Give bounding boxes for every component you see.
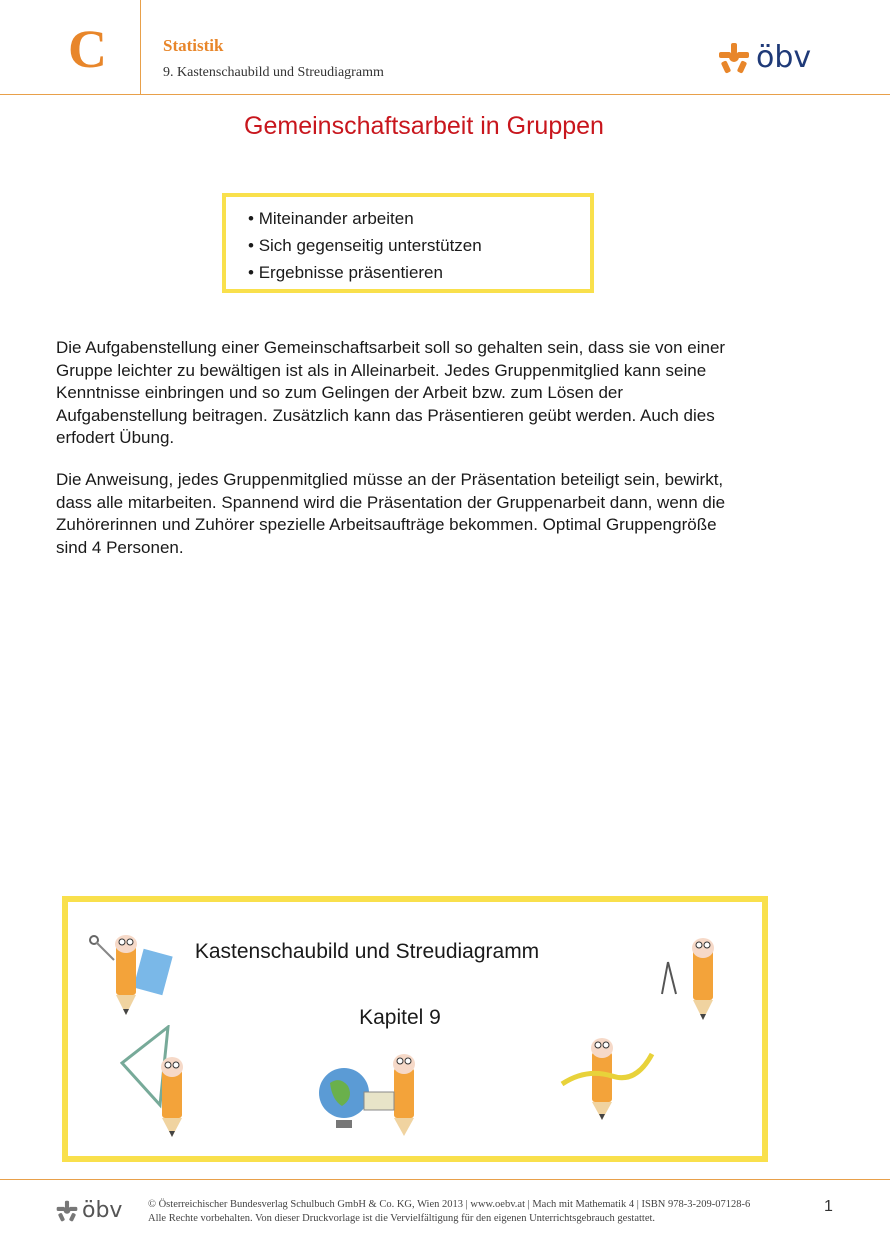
list-item: • Ergebnisse präsentieren (248, 259, 590, 286)
footer-rule (0, 1179, 890, 1180)
header-divider (140, 0, 141, 94)
footer-line-1: © Österreichischer Bundesverlag Schulbuch GmbH & Co. KG, Wien 2013 | www.oebv.at | Mach mit Mathematik 4 | ISBN 978-3-209-07128-6 (148, 1199, 751, 1210)
list-item: • Miteinander arbeiten (248, 205, 590, 232)
publisher-logo (718, 40, 811, 75)
star-icon (56, 1200, 78, 1222)
footer-logo (56, 1198, 122, 1223)
footer-logo-text: öbv (82, 1198, 123, 1223)
subject-title: Statistik (163, 36, 224, 55)
page-title: Gemeinschaftsarbeit in Gruppen (244, 112, 604, 140)
page-number: 1 (824, 1198, 833, 1215)
pencil-compass-icon (658, 932, 738, 1024)
footer-copyright (148, 1198, 750, 1226)
star-icon (718, 42, 750, 74)
pencil-tape-measure-icon (556, 1032, 666, 1124)
pencil-scissors-icon (86, 930, 186, 1020)
pencil-triangle-icon (120, 1025, 210, 1140)
bullet-box (222, 193, 594, 293)
footer-line-2: Alle Rechte vorbehalten. Von dieser Druckvorlage ist die Vervielfältigung für den eigenen Unterrichtsgebrauch gestattet. (148, 1213, 656, 1224)
chapter-subtitle: 9. Kastenschaubild und Streudiagramm (163, 65, 384, 80)
pencil-globe-icon (316, 1048, 426, 1138)
paragraph: Die Aufgabenstellung einer Gemeinschaftsarbeit soll so gehalten sein, dass sie von einer Gruppe leichter zu bewältigen ist als in Alleinarbeit. Jedes Gruppenmitglied kann seine Kenntnisse einbringen und so zum Gelingen der Arbeit bzw. zum Lösen der Aufgabenstellung beitragen. Zusätzlich kann das Präsentieren geübt werden. Auch dies erfodert Übung. (56, 338, 726, 448)
logo-text: öbv (756, 40, 812, 75)
paragraph: Die Anweisung, jedes Gruppenmitglied müsse an der Präsentation beteiligt sein, bewirkt, dass alle mitarbeiten. Spannend wird die Präsentation der Gruppenarbeit dann, wenn die Zuhörerinnen und Zuhörer spezielle Arbeitsaufträge bekommen. Optimal Gruppengröße sind 4 Personen. (56, 470, 726, 557)
bullet-list (226, 197, 590, 286)
section-letter: C (68, 19, 107, 79)
list-item: • Sich gegenseitig unterstützen (248, 232, 590, 259)
chapter-box-subtitle: Kapitel 9 (359, 1006, 441, 1029)
header-rule (0, 94, 890, 95)
chapter-box-title: Kastenschaubild und Streudiagramm (194, 940, 540, 963)
